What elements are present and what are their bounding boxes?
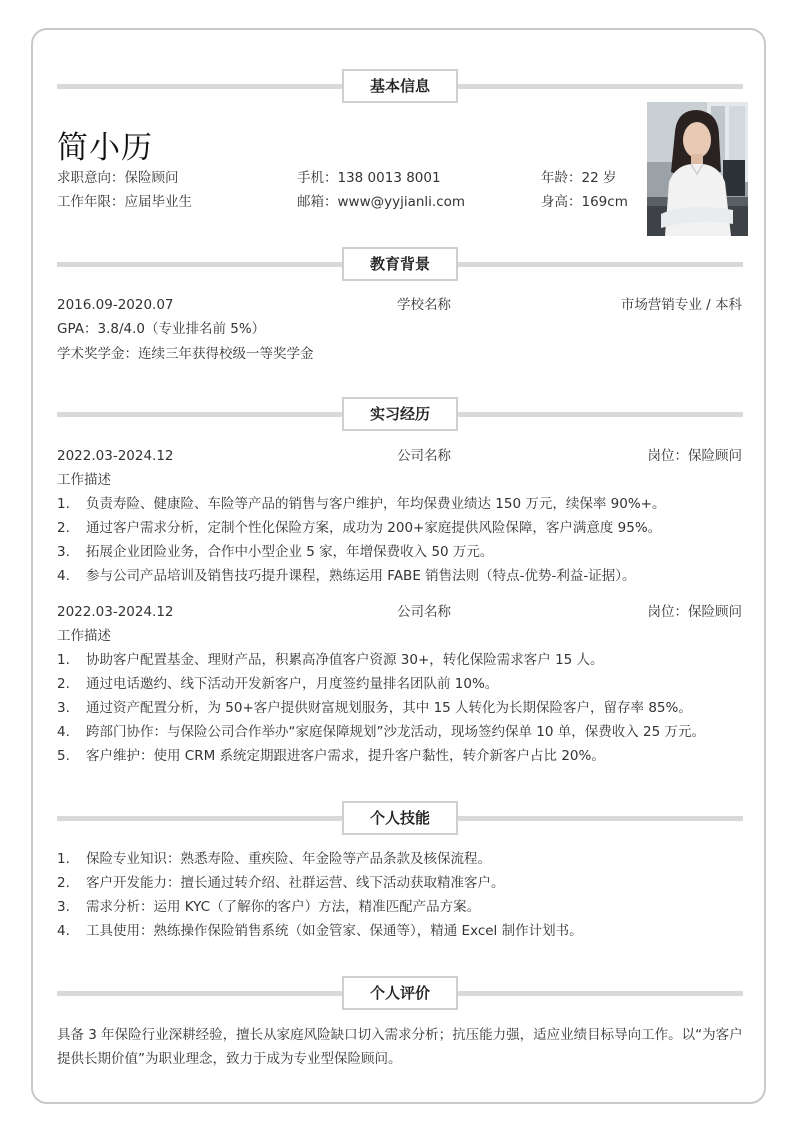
company-name: 公司名称: [397, 448, 451, 464]
list-item: 通过资产配置分析，为 50+客户提供财富规划服务，其中 15 人转化为长期保险客户，留存率 85%。: [86, 700, 692, 716]
section-header-skills: [57, 801, 743, 835]
list-item: 客户开发能力：擅长通过转介绍、社群运营、线下活动获取精准客户。: [86, 875, 505, 891]
list-item: 工具使用：熟练操作保险销售系统（如金管家、保通等），精通 Excel 制作计划书。: [86, 923, 583, 939]
list-number: 2.: [57, 676, 70, 692]
list-item: 通过客户需求分析，定制个性化保险方案，成功为 200+家庭提供风险保障，客户满意度 95%。: [86, 520, 662, 536]
section-title: 个人评价: [342, 976, 458, 1010]
list-item: 参与公司产品培训及销售技巧提升课程，熟练运用 FABE 销售法则（特点-优势-利益-证据）。: [86, 568, 636, 584]
self-evaluation: 具备 3 年保险行业深耕经验，擅长从家庭风险缺口切入需求分析；抗压能力强，适应业绩目标导向工作。以“为客户提供长期价值”为职业理念，致力于成为专业型保险顾问。: [57, 1027, 743, 1067]
list-item: 需求分析：运用 KYC（了解你的客户）方法，精准匹配产品方案。: [86, 899, 481, 915]
scholarship: 学术奖学金：连续三年获得校级一等奖学金: [57, 346, 314, 362]
gpa: GPA：3.8/4.0（专业排名前 5%）: [57, 321, 266, 337]
phone: 手机：138 0013 8001: [297, 170, 441, 186]
list-number: 5.: [57, 748, 70, 764]
list-number: 3.: [57, 700, 70, 716]
list-number: 1.: [57, 652, 70, 668]
job-position: 岗位：保险顾问: [647, 448, 742, 464]
section-title: 个人技能: [342, 801, 458, 835]
age: 年龄：22 岁: [541, 170, 617, 186]
candidate-name: 简小历: [57, 130, 153, 166]
section-header-evaluation: [57, 976, 743, 1010]
height: 身高：169cm: [541, 194, 628, 210]
list-item: 跨部门协作：与保险公司合作举办“家庭保障规划”沙龙活动，现场签约保单 10 单，保费收入 25 万元。: [86, 724, 706, 740]
list-item: 保险专业知识：熟悉寿险、重疾险、年金险等产品条款及核保流程。: [86, 851, 491, 867]
list-number: 2.: [57, 875, 70, 891]
job-period: 2022.03-2024.12: [57, 448, 174, 464]
list-item: 协助客户配置基金、理财产品，积累高净值客户资源 30+，转化保险需求客户 15 人。: [86, 652, 604, 668]
list-number: 3.: [57, 544, 70, 560]
list-item: 拓展企业团险业务，合作中小型企业 5 家，年增保费收入 50 万元。: [86, 544, 494, 560]
profile-photo: [647, 102, 748, 236]
job-period: 2022.03-2024.12: [57, 604, 174, 620]
section-title: 基本信息: [342, 69, 458, 103]
list-item: 负责寿险、健康险、车险等产品的销售与客户维护，年均保费业绩达 150 万元，续保率 90%+。: [86, 496, 666, 512]
work-years: 工作年限：应届毕业生: [57, 194, 192, 210]
school-name: 学校名称: [397, 297, 451, 313]
section-header-basic-info: [57, 69, 743, 103]
list-number: 1.: [57, 496, 70, 512]
job-position: 岗位：保险顾问: [647, 604, 742, 620]
list-item: 通过电话邀约、线下活动开发新客户，月度签约量排名团队前 10%。: [86, 676, 499, 692]
email: 邮箱：www@yyjianli.com: [297, 194, 466, 210]
list-number: 1.: [57, 851, 70, 867]
list-number: 4.: [57, 568, 70, 584]
company-name: 公司名称: [397, 604, 451, 620]
list-number: 3.: [57, 899, 70, 915]
work-desc-label: 工作描述: [57, 472, 111, 488]
section-header-internship: [57, 397, 743, 431]
list-number: 4.: [57, 923, 70, 939]
list-number: 4.: [57, 724, 70, 740]
section-title: 实习经历: [342, 397, 458, 431]
list-number: 2.: [57, 520, 70, 536]
work-desc-label: 工作描述: [57, 628, 111, 644]
job-intention: 求职意向：保险顾问: [57, 170, 179, 186]
edu-period: 2016.09-2020.07: [57, 297, 174, 313]
major-degree: 市场营销专业 / 本科: [620, 297, 742, 313]
section-title: 教育背景: [342, 247, 458, 281]
list-item: 客户维护：使用 CRM 系统定期跟进客户需求，提升客户黏性，转介新客户占比 20%。: [86, 748, 605, 764]
section-header-education: [57, 247, 743, 281]
